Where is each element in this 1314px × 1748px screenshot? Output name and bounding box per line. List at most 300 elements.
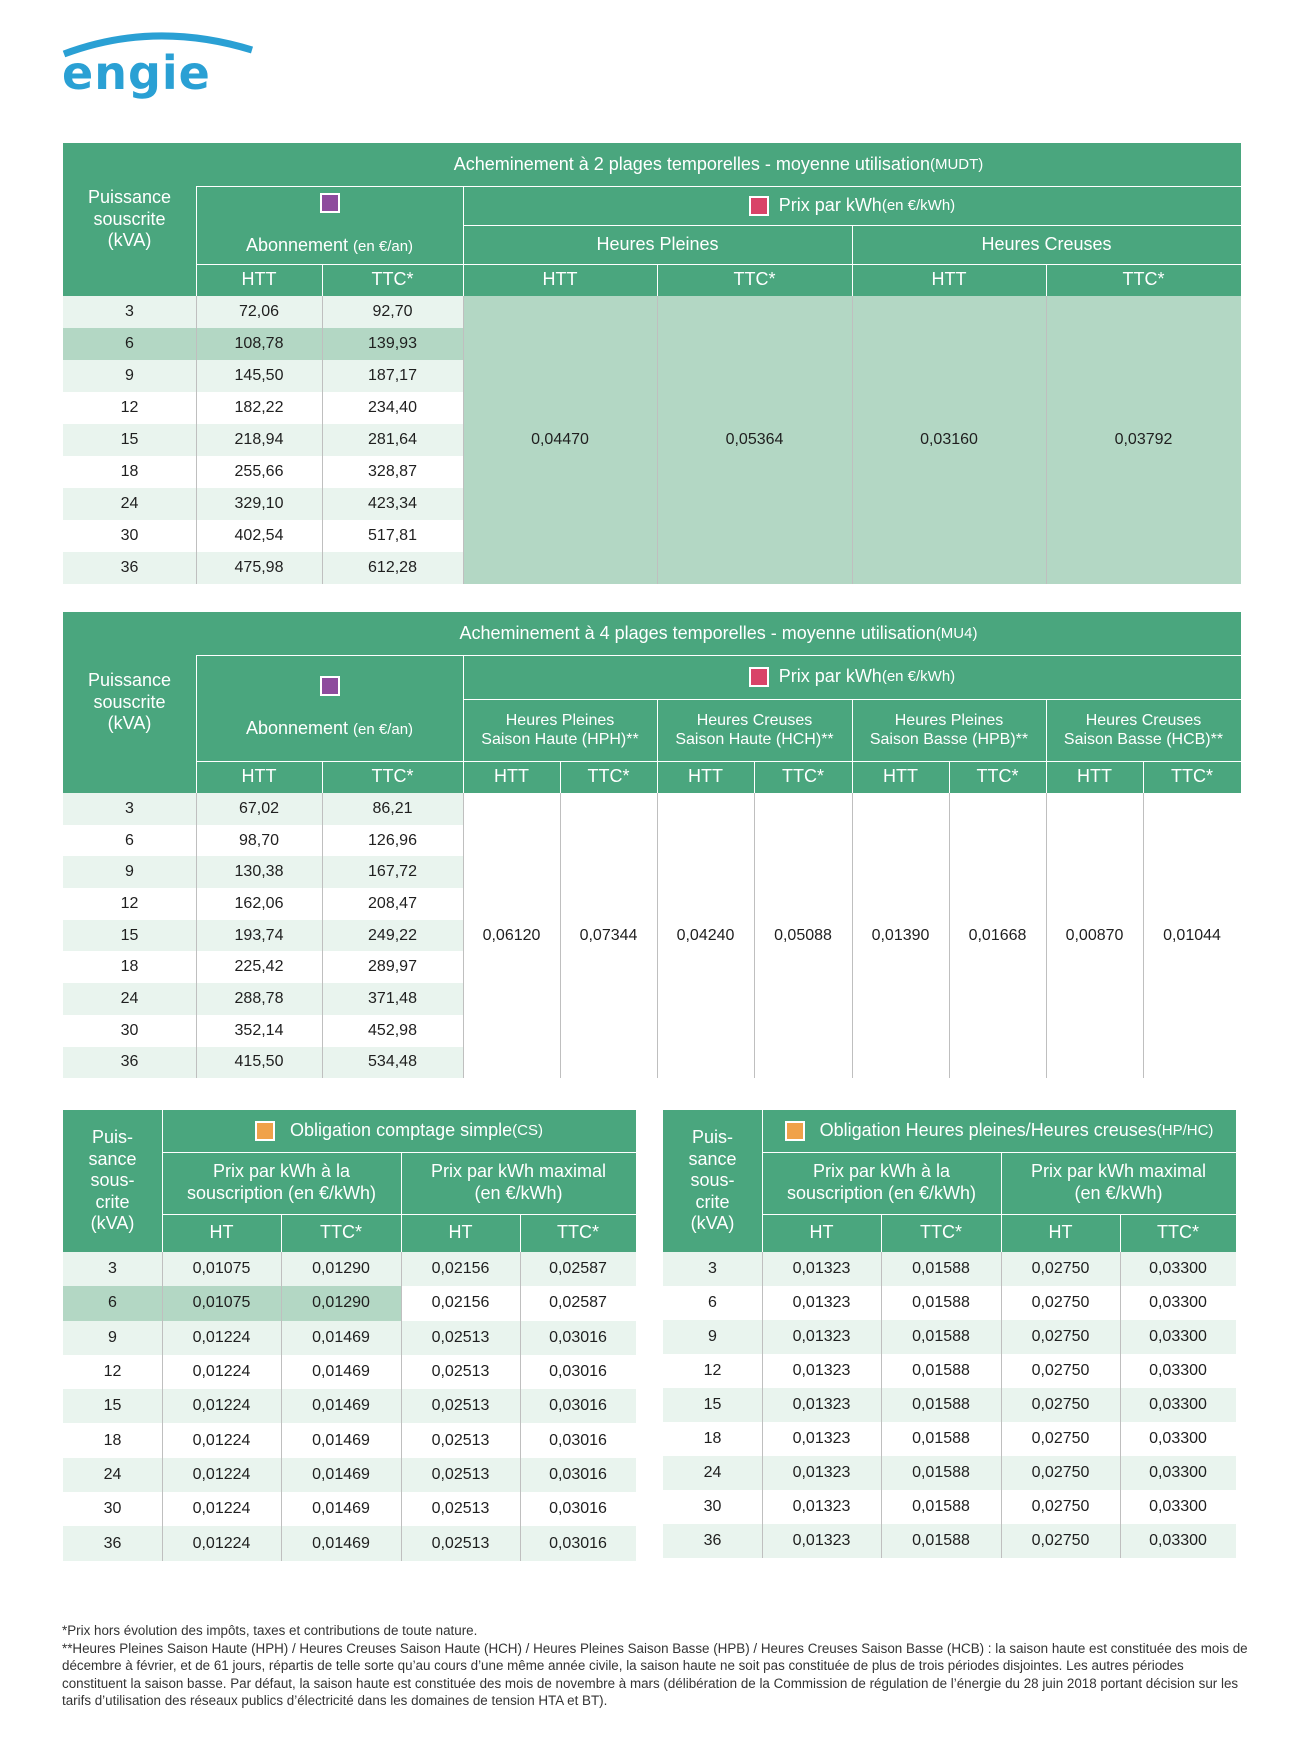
- puissance-label: Puis- sance sous- crite (kVA): [688, 1127, 737, 1234]
- prix-header: [463, 186, 1241, 225]
- sub-header: HTT: [852, 761, 949, 793]
- obligation-square-icon: [785, 1121, 805, 1141]
- price-cell: 0,03792: [1046, 296, 1241, 584]
- row-maximal-ttc: 0,03016: [520, 1458, 636, 1492]
- header-divider: [162, 1214, 636, 1215]
- sub-header: TTC*: [1120, 1214, 1236, 1252]
- row-maximal-ttc: 0,03300: [1120, 1388, 1236, 1422]
- prix-unit: (en €/kWh): [881, 196, 956, 214]
- column-divider: [657, 793, 658, 1078]
- row-souscription-ht: 0,01224: [162, 1526, 281, 1560]
- row-abonnement-htt: 98,70: [196, 825, 322, 857]
- row-souscription-ht: 0,01224: [162, 1492, 281, 1526]
- row-kva: 18: [63, 456, 196, 488]
- header-divider: [322, 264, 323, 296]
- col-souscription-label: Prix par kWh à la souscription (en €/kWh): [786, 1161, 977, 1203]
- abonnement-unit: (en €/an): [353, 238, 414, 255]
- table-mudt: [63, 143, 1241, 589]
- column-divider: [162, 1252, 163, 1561]
- col-souscription-header: [762, 1152, 1001, 1214]
- sub-header-htt: HTT: [463, 264, 657, 296]
- row-maximal-ht: 0,02750: [1001, 1422, 1120, 1456]
- column-divider: [657, 296, 658, 584]
- row-souscription-ttc: 0,01588: [881, 1490, 1001, 1524]
- period-header: Heures Pleines Saison Haute (HPH)**: [463, 699, 657, 761]
- row-maximal-ttc: 0,03016: [520, 1526, 636, 1560]
- sub-header-htt: HTT: [852, 264, 1046, 296]
- row-maximal-ttc: 0,03300: [1120, 1252, 1236, 1286]
- puissance-label: Puissance souscrite (kVA): [87, 187, 172, 251]
- engie-logo: [62, 28, 262, 108]
- column-divider: [463, 296, 464, 584]
- row-souscription-ht: 0,01323: [762, 1354, 881, 1388]
- footnote-1: *Prix hors évolution des impôts, taxes et contributions de toute nature.: [62, 1623, 478, 1638]
- row-kva: 6: [63, 825, 196, 857]
- sub-header: HTT: [196, 761, 322, 793]
- header-divider: [1120, 1214, 1121, 1252]
- row-kva: 18: [63, 952, 196, 984]
- sub-header-htt: HTT: [196, 264, 322, 296]
- table-title: [196, 612, 1241, 655]
- col-maximal-label: Prix par kWh maximal (en €/kWh): [430, 1161, 607, 1203]
- table-obligation-cs: [63, 1110, 636, 1570]
- row-maximal-ht: 0,02513: [401, 1424, 520, 1458]
- row-souscription-ttc: 0,01588: [881, 1252, 1001, 1286]
- row-souscription-ht: 0,01323: [762, 1490, 881, 1524]
- row-maximal-ttc: 0,02587: [520, 1286, 636, 1320]
- row-maximal-ttc: 0,03300: [1120, 1490, 1236, 1524]
- price-cell: 0,01390: [871, 926, 930, 944]
- row-abonnement-ttc: 612,28: [322, 552, 463, 584]
- row-souscription-ttc: 0,01588: [881, 1320, 1001, 1354]
- abonnement-text: Abonnement: [245, 235, 354, 255]
- row-abonnement-htt: 402,54: [196, 520, 322, 552]
- sub-header: HT: [762, 1214, 881, 1252]
- row-maximal-ht: 0,02750: [1001, 1354, 1120, 1388]
- header-divider: [196, 655, 197, 793]
- row-souscription-ttc: 0,01469: [281, 1355, 401, 1389]
- sub-header: HT: [162, 1214, 281, 1252]
- table-title: [762, 1110, 1236, 1152]
- sub-header: TTC*: [322, 761, 463, 793]
- table-title-code: (MUDT): [929, 155, 984, 173]
- row-maximal-ht: 0,02156: [401, 1252, 520, 1286]
- row-kva: 18: [63, 1424, 162, 1458]
- table-title: [196, 143, 1241, 186]
- abonnement-label: [246, 718, 413, 740]
- row-kva: 30: [63, 1492, 162, 1526]
- sub-header: TTC*: [949, 761, 1046, 793]
- header-divider: [196, 186, 1241, 187]
- row-kva: 3: [63, 1252, 162, 1286]
- row-abonnement-ttc: 249,22: [322, 920, 463, 952]
- header-divider: [196, 186, 197, 296]
- abonnement-text: Abonnement: [245, 718, 354, 738]
- header-divider: [949, 761, 950, 793]
- table-title-text: Acheminement à 4 plages temporelles - moyenne utilisation: [459, 622, 936, 643]
- row-maximal-ht: 0,02750: [1001, 1456, 1120, 1490]
- row-souscription-ht: 0,01323: [762, 1456, 881, 1490]
- row-souscription-ht: 0,01323: [762, 1524, 881, 1558]
- header-divider: [1046, 264, 1047, 296]
- column-divider: [196, 793, 197, 1078]
- row-abonnement-ttc: 452,98: [322, 1015, 463, 1047]
- header-divider: [401, 1152, 402, 1252]
- prix-header: [463, 655, 1241, 699]
- row-abonnement-ttc: 86,21: [322, 793, 463, 825]
- footnote-2: **Heures Pleines Saison Haute (HPH) / Heures Creuses Saison Haute (HCH) / Heures Pleines Saison Basse (HPB) / Heures Creuses Saison Basse (HCB) : la saison haute est constituée des mois de décembre à février, et de 61 jours, répartis de telle sorte qu’au cours d’une même année civile, la saison haute ne soit pas constituée de plus de trois périodes disjointes. Les autres périodes constituent la saison basse. Par défaut, la saison haute est constituée des mois de novembre à mars (délibération de la Commission de régulation de l’énergie du 28 juin 2018 portant décision sur les tarifs d’utilisation des réseaux publics d’électricité dans les domaines de tension HTA et BT).: [62, 1640, 1248, 1708]
- row-maximal-ht: 0,02156: [401, 1286, 520, 1320]
- abonnement-header: [196, 655, 463, 761]
- column-divider: [1001, 1252, 1002, 1558]
- header-divider: [657, 699, 658, 793]
- row-abonnement-ttc: 534,48: [322, 1047, 463, 1079]
- row-kva: 36: [63, 552, 196, 584]
- header-divider: [1143, 761, 1144, 793]
- header-divider: [754, 761, 755, 793]
- puissance-header: [63, 143, 196, 296]
- row-abonnement-ttc: 371,48: [322, 983, 463, 1015]
- table-obligation-hphc: [663, 1110, 1236, 1570]
- column-divider: [881, 1252, 882, 1558]
- price-cell: 0,04470: [463, 296, 657, 584]
- row-abonnement-ttc: 167,72: [322, 856, 463, 888]
- row-maximal-ttc: 0,03300: [1120, 1320, 1236, 1354]
- row-kva: 6: [63, 328, 196, 360]
- header-divider: [762, 1214, 1236, 1215]
- row-souscription-ht: 0,01323: [762, 1422, 881, 1456]
- header-divider: [162, 1152, 636, 1153]
- row-abonnement-htt: 475,98: [196, 552, 322, 584]
- prix-square-icon: [749, 196, 769, 216]
- column-divider: [762, 1252, 763, 1558]
- column-divider: [401, 1252, 402, 1561]
- prix-square-icon: [749, 667, 769, 687]
- col-souscription-header: [162, 1152, 401, 1214]
- row-kva: 15: [63, 920, 196, 952]
- sub-header: TTC*: [560, 761, 657, 793]
- sub-header: TTC*: [281, 1214, 401, 1252]
- row-souscription-ht: 0,01224: [162, 1355, 281, 1389]
- sub-header: TTC*: [881, 1214, 1001, 1252]
- row-maximal-ht: 0,02750: [1001, 1252, 1120, 1286]
- row-abonnement-ttc: 517,81: [322, 520, 463, 552]
- row-kva: 6: [663, 1286, 762, 1320]
- row-kva: 12: [63, 888, 196, 920]
- period-header: Heures Creuses Saison Basse (HCB)**: [1046, 699, 1241, 761]
- row-maximal-ht: 0,02750: [1001, 1490, 1120, 1524]
- column-divider: [949, 793, 950, 1078]
- row-kva: 12: [663, 1354, 762, 1388]
- header-divider: [881, 1214, 882, 1252]
- row-abonnement-htt: 108,78: [196, 328, 322, 360]
- row-souscription-ttc: 0,01290: [281, 1286, 401, 1320]
- row-maximal-ttc: 0,02587: [520, 1252, 636, 1286]
- sub-header-ttc: TTC*: [1046, 264, 1241, 296]
- table-mu4: [63, 612, 1241, 1080]
- row-maximal-ttc: 0,03300: [1120, 1354, 1236, 1388]
- row-kva: 24: [63, 488, 196, 520]
- row-maximal-ht: 0,02513: [401, 1321, 520, 1355]
- header-divider: [281, 1214, 282, 1252]
- row-abonnement-ttc: 208,47: [322, 888, 463, 920]
- price-cell: 0,06120: [482, 926, 541, 944]
- row-kva: 9: [663, 1320, 762, 1354]
- column-divider: [196, 296, 197, 584]
- row-abonnement-ttc: 423,34: [322, 488, 463, 520]
- sub-header: TTC*: [1143, 761, 1241, 793]
- price-cell: 0,07344: [579, 926, 638, 944]
- row-souscription-ttc: 0,01588: [881, 1354, 1001, 1388]
- row-maximal-ttc: 0,03300: [1120, 1456, 1236, 1490]
- sub-header-ttc: TTC*: [322, 264, 463, 296]
- row-kva: 24: [663, 1456, 762, 1490]
- sub-header: TTC*: [520, 1214, 636, 1252]
- column-divider: [463, 793, 464, 1078]
- row-kva: 24: [63, 983, 196, 1015]
- table-title-text: Obligation Heures pleines/Heures creuses: [804, 1120, 1157, 1141]
- row-abonnement-htt: 182,22: [196, 392, 322, 424]
- row-kva: 24: [63, 1458, 162, 1492]
- row-kva: 18: [663, 1422, 762, 1456]
- header-divider: [196, 761, 1241, 762]
- row-abonnement-htt: 130,38: [196, 856, 322, 888]
- sub-header: HTT: [1046, 761, 1143, 793]
- price-cell: 0,00870: [1065, 926, 1124, 944]
- sub-header: HT: [401, 1214, 520, 1252]
- row-maximal-ttc: 0,03016: [520, 1321, 636, 1355]
- row-kva: 9: [63, 360, 196, 392]
- row-abonnement-ttc: 289,97: [322, 952, 463, 984]
- puissance-label: Puis- sance sous- crite (kVA): [88, 1127, 137, 1234]
- row-kva: 9: [63, 856, 196, 888]
- row-abonnement-ttc: 328,87: [322, 456, 463, 488]
- sub-header: HTT: [463, 761, 560, 793]
- col-maximal-header: [1001, 1152, 1236, 1214]
- row-kva: 6: [63, 1286, 162, 1320]
- table-title-code: (MU4): [935, 624, 978, 642]
- row-kva: 3: [63, 296, 196, 328]
- row-maximal-ttc: 0,03300: [1120, 1524, 1236, 1558]
- column-divider: [1143, 793, 1144, 1078]
- row-maximal-ht: 0,02513: [401, 1458, 520, 1492]
- row-souscription-ttc: 0,01588: [881, 1422, 1001, 1456]
- row-maximal-ht: 0,02513: [401, 1492, 520, 1526]
- col-maximal-header: [401, 1152, 636, 1214]
- price-cell: 0,01668: [968, 926, 1027, 944]
- column-divider: [754, 793, 755, 1078]
- row-abonnement-htt: 255,66: [196, 456, 322, 488]
- row-souscription-ht: 0,01224: [162, 1321, 281, 1355]
- row-maximal-ht: 0,02513: [401, 1355, 520, 1389]
- abonnement-header: [196, 186, 463, 264]
- price-cell: 0,05088: [774, 926, 832, 944]
- row-souscription-ttc: 0,01588: [881, 1388, 1001, 1422]
- row-souscription-ht: 0,01075: [162, 1252, 281, 1286]
- header-divider: [196, 655, 1241, 656]
- footnotes: [62, 1622, 1252, 1710]
- header-divider: [322, 761, 323, 793]
- column-divider: [852, 296, 853, 584]
- row-souscription-ttc: 0,01588: [881, 1524, 1001, 1558]
- header-divider: [520, 1214, 521, 1252]
- price-cell: 0,03160: [852, 296, 1046, 584]
- row-kva: 3: [663, 1252, 762, 1286]
- row-maximal-ttc: 0,03016: [520, 1389, 636, 1423]
- row-souscription-ht: 0,01323: [762, 1252, 881, 1286]
- header-divider: [657, 264, 658, 296]
- col-maximal-label: Prix par kWh maximal (en €/kWh): [1030, 1161, 1207, 1203]
- row-abonnement-htt: 218,94: [196, 424, 322, 456]
- row-abonnement-htt: 193,74: [196, 920, 322, 952]
- sub-header: TTC*: [754, 761, 852, 793]
- row-souscription-ht: 0,01224: [162, 1424, 281, 1458]
- table-title: [162, 1110, 636, 1152]
- price-cell: 0,04240: [676, 926, 735, 944]
- row-kva: 12: [63, 392, 196, 424]
- prix-text: Prix par kWh: [768, 194, 882, 215]
- row-souscription-ht: 0,01323: [762, 1388, 881, 1422]
- abonnement-square-icon: [320, 193, 340, 213]
- row-maximal-ttc: 0,03300: [1120, 1286, 1236, 1320]
- row-kva: 15: [63, 1389, 162, 1423]
- row-maximal-ht: 0,02750: [1001, 1286, 1120, 1320]
- header-divider: [1046, 699, 1047, 793]
- header-divider: [162, 1110, 163, 1252]
- column-divider: [1046, 793, 1047, 1078]
- row-souscription-ttc: 0,01588: [881, 1456, 1001, 1490]
- column-divider: [322, 296, 323, 584]
- row-souscription-ht: 0,01323: [762, 1286, 881, 1320]
- row-maximal-ttc: 0,03016: [520, 1492, 636, 1526]
- row-kva: 30: [63, 520, 196, 552]
- row-souscription-ttc: 0,01469: [281, 1389, 401, 1423]
- table-title-text: Obligation comptage simple: [275, 1120, 513, 1141]
- heures-creuses-header: Heures Creuses: [852, 225, 1241, 264]
- row-kva: 9: [63, 1321, 162, 1355]
- row-souscription-ttc: 0,01469: [281, 1321, 401, 1355]
- row-souscription-ttc: 0,01469: [281, 1458, 401, 1492]
- row-abonnement-htt: 225,42: [196, 952, 322, 984]
- row-abonnement-htt: 67,02: [196, 793, 322, 825]
- header-divider: [463, 655, 464, 793]
- column-divider: [1120, 1252, 1121, 1558]
- row-abonnement-ttc: 187,17: [322, 360, 463, 392]
- header-divider: [196, 264, 1241, 265]
- row-kva: 15: [63, 424, 196, 456]
- table-title-text: Acheminement à 2 plages temporelles - moyenne utilisation: [453, 153, 930, 174]
- puissance-label: Puissance souscrite (kVA): [87, 670, 172, 734]
- puissance-header: [63, 612, 196, 793]
- header-divider: [1001, 1152, 1002, 1252]
- row-abonnement-htt: 72,06: [196, 296, 322, 328]
- row-maximal-ht: 0,02750: [1001, 1320, 1120, 1354]
- puissance-header: [63, 1110, 162, 1252]
- sub-header: HTT: [657, 761, 754, 793]
- abonnement-square-icon: [320, 676, 340, 696]
- prix-unit: (en €/kWh): [881, 668, 956, 685]
- row-abonnement-htt: 288,78: [196, 983, 322, 1015]
- row-kva: 36: [63, 1047, 196, 1079]
- header-divider: [463, 186, 464, 296]
- column-divider: [852, 793, 853, 1078]
- period-header: Heures Creuses Saison Haute (HCH)**: [657, 699, 852, 761]
- price-cell: 0,05364: [657, 296, 852, 584]
- column-divider: [322, 793, 323, 1078]
- row-kva: 15: [663, 1388, 762, 1422]
- abonnement-unit: (en €/an): [353, 721, 414, 738]
- row-souscription-ht: 0,01323: [762, 1320, 881, 1354]
- row-abonnement-htt: 415,50: [196, 1047, 322, 1079]
- row-souscription-ht: 0,01224: [162, 1458, 281, 1492]
- logo-text: engie: [62, 46, 211, 100]
- heures-pleines-header: Heures Pleines: [463, 225, 852, 264]
- column-divider: [1046, 296, 1047, 584]
- row-kva: 36: [63, 1526, 162, 1560]
- row-maximal-ht: 0,02513: [401, 1389, 520, 1423]
- row-maximal-ttc: 0,03016: [520, 1355, 636, 1389]
- obligation-square-icon: [255, 1121, 275, 1141]
- row-abonnement-ttc: 92,70: [322, 296, 463, 328]
- row-abonnement-htt: 352,14: [196, 1015, 322, 1047]
- header-divider: [560, 761, 561, 793]
- header-divider: [852, 699, 853, 793]
- row-souscription-ht: 0,01224: [162, 1389, 281, 1423]
- column-divider: [520, 1252, 521, 1561]
- row-abonnement-ttc: 281,64: [322, 424, 463, 456]
- abonnement-label: [246, 235, 413, 257]
- prix-text: Prix par kWh: [768, 666, 882, 687]
- row-maximal-ht: 0,02750: [1001, 1388, 1120, 1422]
- row-souscription-ttc: 0,01290: [281, 1252, 401, 1286]
- row-souscription-ttc: 0,01469: [281, 1492, 401, 1526]
- row-abonnement-ttc: 126,96: [322, 825, 463, 857]
- col-souscription-label: Prix par kWh à la souscription (en €/kWh): [186, 1161, 377, 1203]
- row-souscription-ht: 0,01075: [162, 1286, 281, 1320]
- row-kva: 36: [663, 1524, 762, 1558]
- row-abonnement-htt: 162,06: [196, 888, 322, 920]
- row-maximal-ht: 0,02513: [401, 1526, 520, 1560]
- row-kva: 12: [63, 1355, 162, 1389]
- row-souscription-ttc: 0,01588: [881, 1286, 1001, 1320]
- column-divider: [560, 793, 561, 1078]
- row-abonnement-ttc: 234,40: [322, 392, 463, 424]
- row-souscription-ttc: 0,01469: [281, 1424, 401, 1458]
- row-abonnement-htt: 145,50: [196, 360, 322, 392]
- price-cell: 0,01044: [1163, 926, 1221, 944]
- header-divider: [463, 225, 1241, 226]
- row-abonnement-htt: 329,10: [196, 488, 322, 520]
- header-divider: [762, 1110, 763, 1252]
- row-abonnement-ttc: 139,93: [322, 328, 463, 360]
- row-maximal-ttc: 0,03300: [1120, 1422, 1236, 1456]
- row-souscription-ttc: 0,01469: [281, 1526, 401, 1560]
- row-maximal-ttc: 0,03016: [520, 1424, 636, 1458]
- sub-header: HT: [1001, 1214, 1120, 1252]
- table-title-code: (HP/HC): [1156, 1122, 1214, 1139]
- row-kva: 30: [63, 1015, 196, 1047]
- row-maximal-ht: 0,02750: [1001, 1524, 1120, 1558]
- sub-header-ttc: TTC*: [657, 264, 852, 296]
- table-title-code: (CS): [512, 1122, 543, 1139]
- column-divider: [281, 1252, 282, 1561]
- period-header: Heures Pleines Saison Basse (HPB)**: [852, 699, 1046, 761]
- header-divider: [852, 225, 853, 296]
- header-divider: [762, 1152, 1236, 1153]
- row-kva: 3: [63, 793, 196, 825]
- row-kva: 30: [663, 1490, 762, 1524]
- puissance-header: [663, 1110, 762, 1252]
